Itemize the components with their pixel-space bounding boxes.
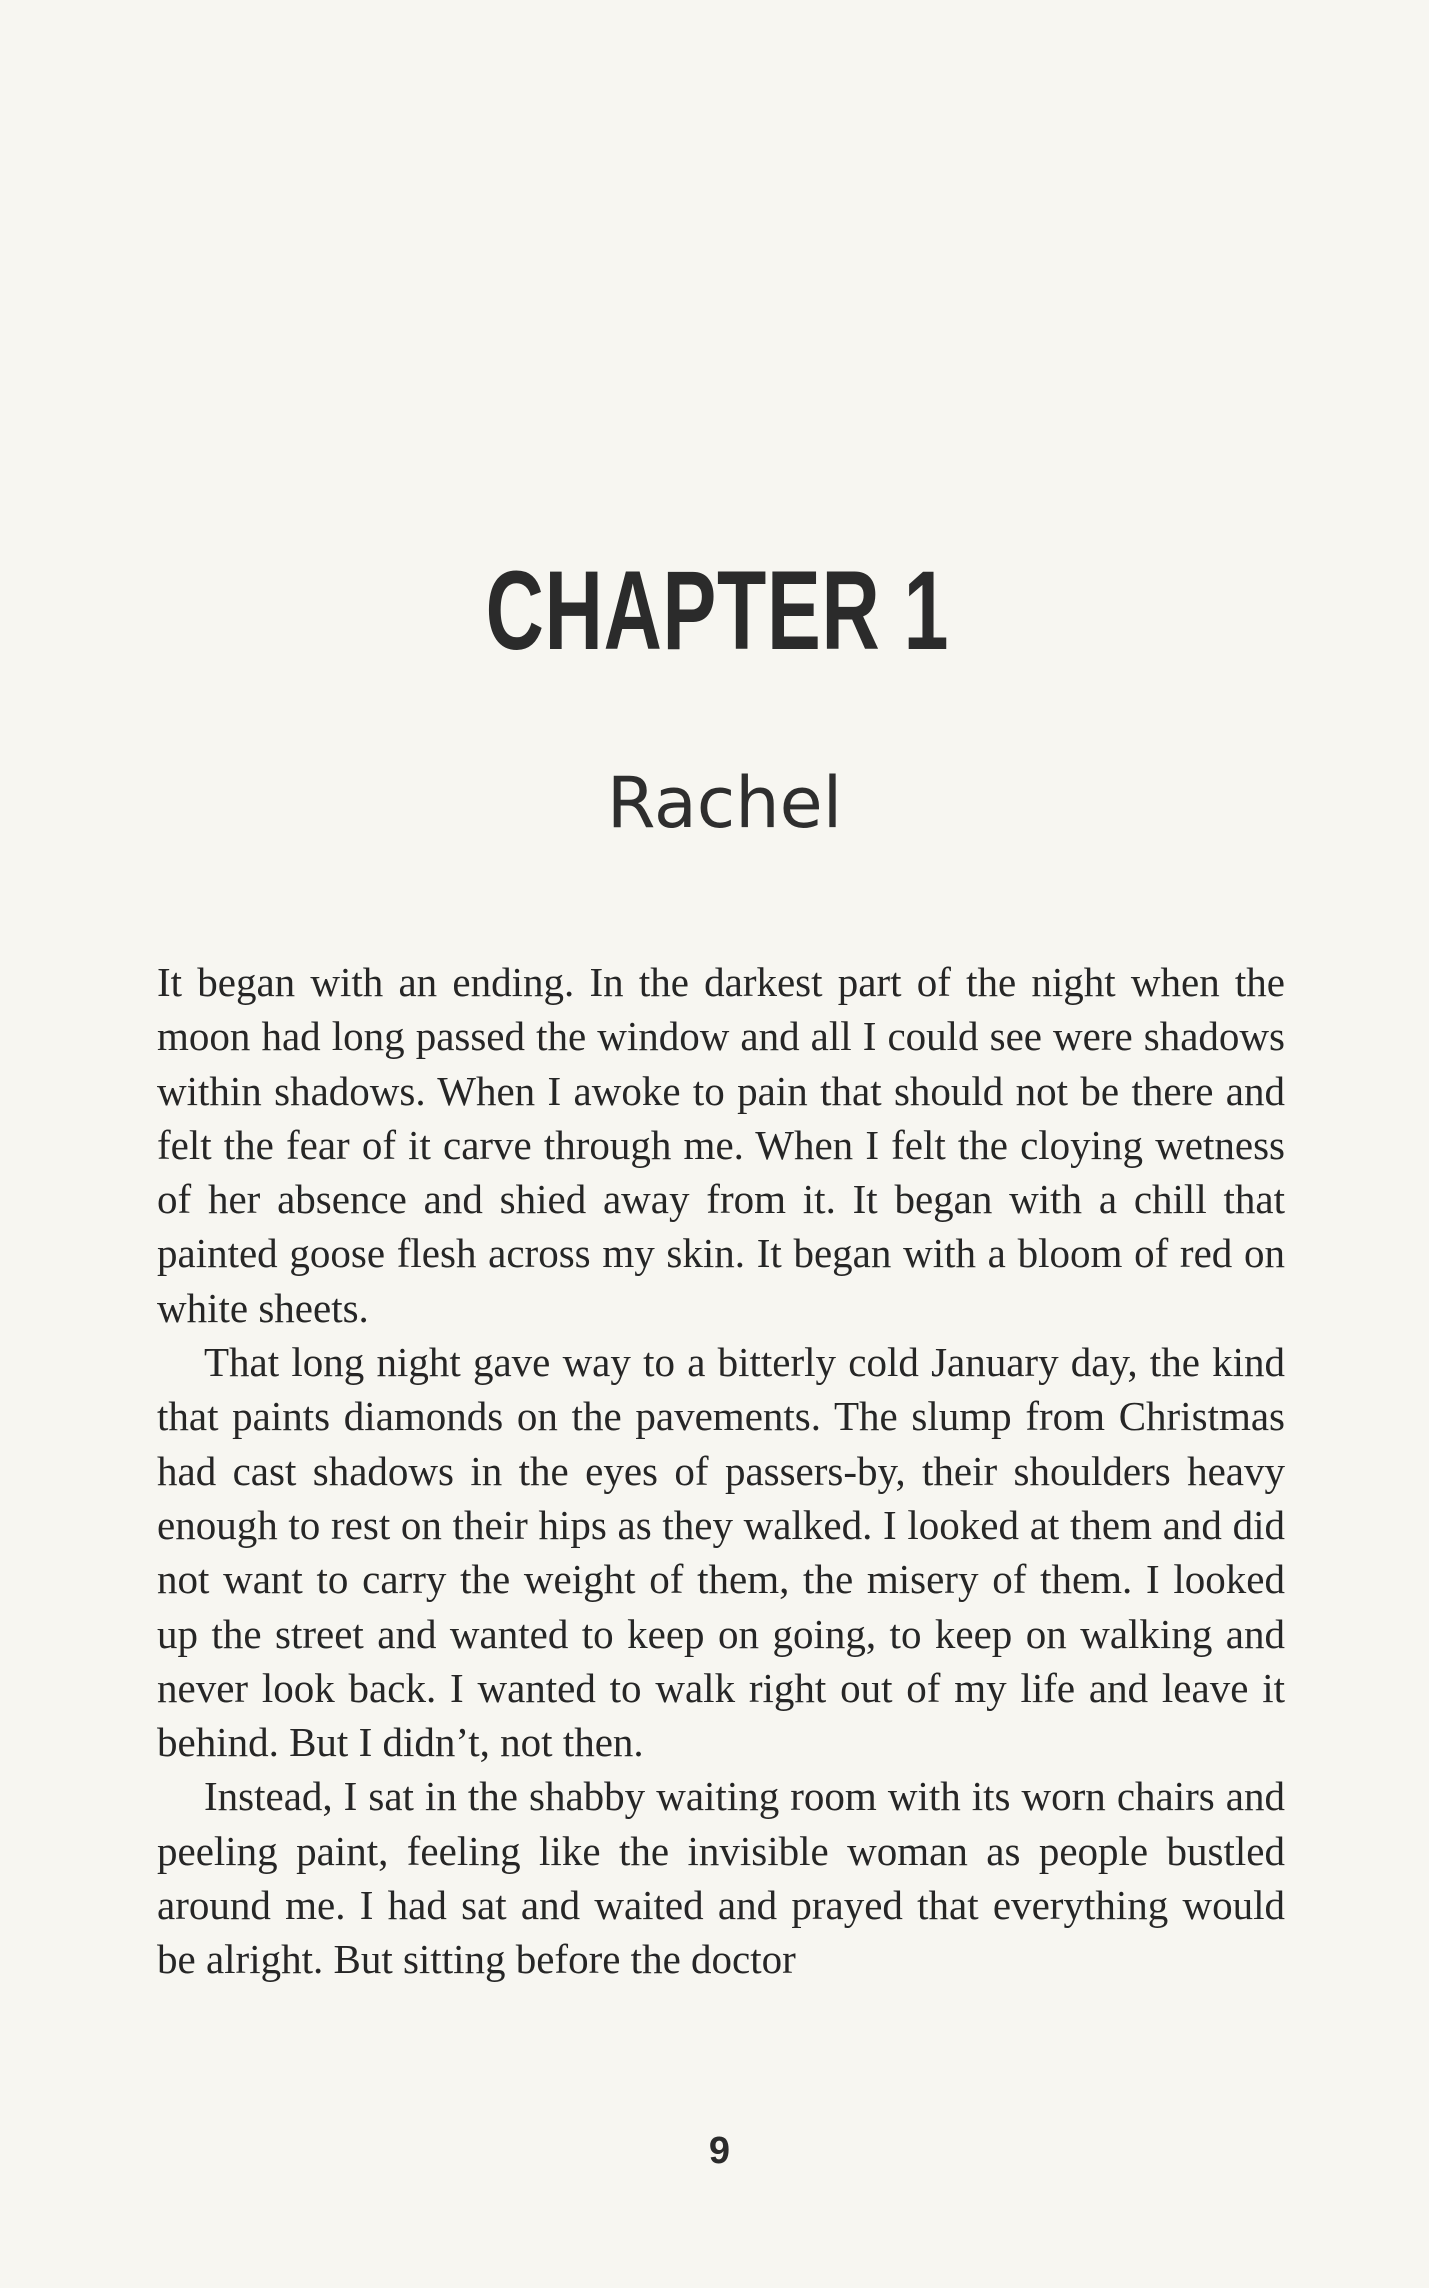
page-number: 9 xyxy=(708,2130,731,2172)
paragraph: It began with an ending. In the darkest part of the night when the moon had long passed the window and all I could see were shadows within shadows. When I awoke to pain that should not be there and felt the fear of it carve through me. When I felt the cloying wetness of her absence and shied away from it. It began with a chill that painted goose flesh across my skin. It began with a bloom of red on white sheets. xyxy=(157,959,1285,1331)
chapter-subtitle: Rachel xyxy=(606,762,843,844)
chapter-heading: CHAPTER 1 xyxy=(485,548,950,673)
body-text xyxy=(157,955,1285,1987)
paragraph: That long night gave way to a bitterly cold January day, the kind that paints diamonds on the pavements. The slump from Christmas had cast shadows in the eyes of passers-by, their shoulders heavy enough to rest on their hips as they walked. I looked at them and did not want to carry the weight of them, the misery of them. I looked up the street and wanted to keep on going, to keep on walking and never look back. I wanted to walk right out of my life and leave it behind. But I didn’t, not then. xyxy=(157,1339,1285,1766)
paragraph: Instead, I sat in the shabby waiting room with its worn chairs and peeling paint, feeling like the invisible woman as people bustled around me. I had sat and waited and prayed that everything would be alright. But sitting before the doctor xyxy=(157,1773,1285,1983)
